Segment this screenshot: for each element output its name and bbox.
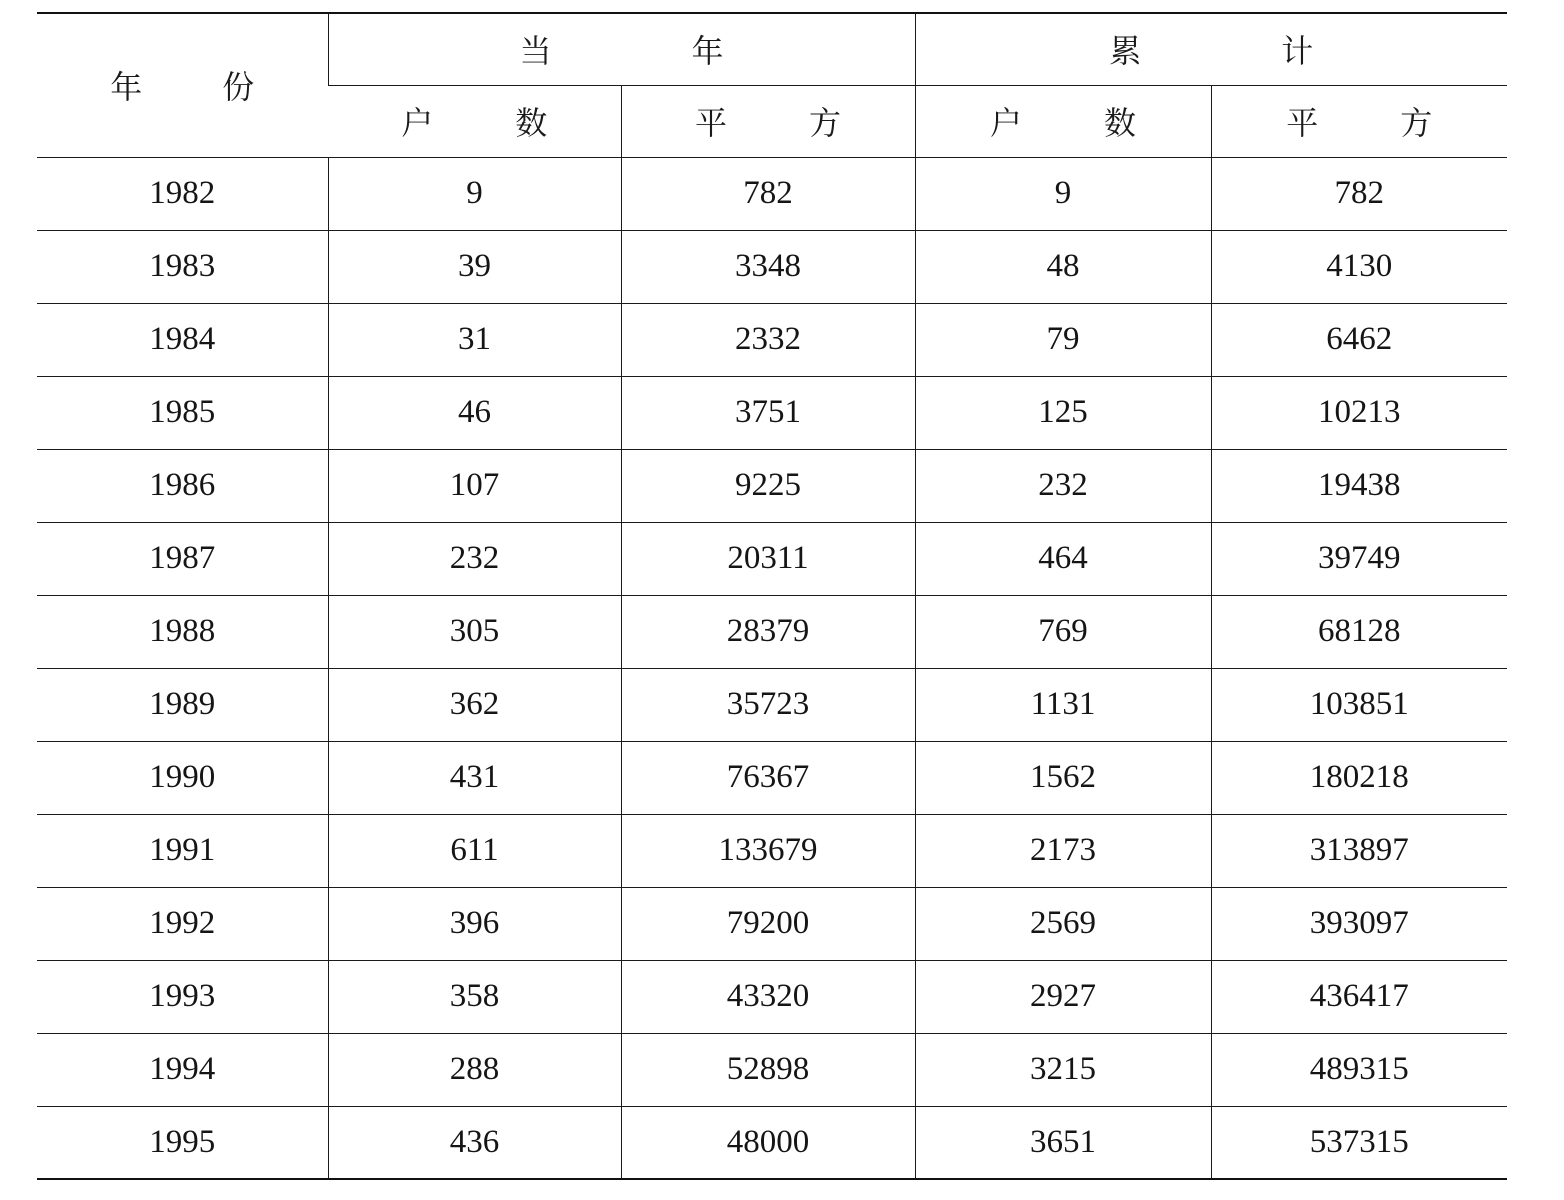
cumulative-area-cell: 4130 — [1211, 230, 1507, 303]
current-area-header: 平 方 — [621, 85, 915, 157]
cumulative-households-cell: 3215 — [915, 1033, 1211, 1106]
table-row — [37, 376, 1507, 449]
year-cell: 1990 — [37, 741, 328, 814]
table-row — [37, 522, 1507, 595]
table-row — [37, 595, 1507, 668]
table-row — [37, 1033, 1507, 1106]
year-cell: 1988 — [37, 595, 328, 668]
cumulative-households-cell: 125 — [915, 376, 1211, 449]
cumulative-households-cell: 1562 — [915, 741, 1211, 814]
current-households-cell: 288 — [328, 1033, 621, 1106]
year-cell: 1982 — [37, 157, 328, 230]
current-households-cell: 9 — [328, 157, 621, 230]
current-households-cell: 39 — [328, 230, 621, 303]
housing-statistics-table — [37, 12, 1507, 1180]
year-cell: 1984 — [37, 303, 328, 376]
cumulative-area-header: 平 方 — [1211, 85, 1507, 157]
cumulative-area-cell: 782 — [1211, 157, 1507, 230]
year-cell: 1995 — [37, 1106, 328, 1179]
current-households-cell: 31 — [328, 303, 621, 376]
current-area-cell: 20311 — [621, 522, 915, 595]
table-row — [37, 887, 1507, 960]
cumulative-area-cell: 489315 — [1211, 1033, 1507, 1106]
table-row — [37, 449, 1507, 522]
cumulative-households-cell: 9 — [915, 157, 1211, 230]
year-cell: 1991 — [37, 814, 328, 887]
cumulative-households-header: 户 数 — [915, 85, 1211, 157]
current-households-header: 户 数 — [328, 85, 621, 157]
current-households-cell: 358 — [328, 960, 621, 1033]
cumulative-households-cell: 2569 — [915, 887, 1211, 960]
current-households-cell: 431 — [328, 741, 621, 814]
cumulative-households-cell: 464 — [915, 522, 1211, 595]
current-households-cell: 611 — [328, 814, 621, 887]
table-row — [37, 230, 1507, 303]
year-cell: 1983 — [37, 230, 328, 303]
current-households-cell: 436 — [328, 1106, 621, 1179]
table-row — [37, 668, 1507, 741]
cumulative-area-cell: 103851 — [1211, 668, 1507, 741]
current-area-cell: 76367 — [621, 741, 915, 814]
header-row-groups — [37, 13, 1507, 85]
current-year-group-header: 当 年 — [328, 13, 915, 85]
cumulative-area-cell: 313897 — [1211, 814, 1507, 887]
year-cell: 1992 — [37, 887, 328, 960]
table-row — [37, 814, 1507, 887]
year-cell: 1989 — [37, 668, 328, 741]
current-households-cell: 232 — [328, 522, 621, 595]
year-cell: 1985 — [37, 376, 328, 449]
table-row — [37, 303, 1507, 376]
current-area-cell: 43320 — [621, 960, 915, 1033]
cumulative-area-cell: 436417 — [1211, 960, 1507, 1033]
year-cell: 1993 — [37, 960, 328, 1033]
current-households-cell: 107 — [328, 449, 621, 522]
current-area-cell: 3751 — [621, 376, 915, 449]
year-cell: 1994 — [37, 1033, 328, 1106]
cumulative-households-cell: 2927 — [915, 960, 1211, 1033]
current-area-cell: 48000 — [621, 1106, 915, 1179]
cumulative-group-header: 累 计 — [915, 13, 1507, 85]
cumulative-households-cell: 769 — [915, 595, 1211, 668]
current-area-cell: 2332 — [621, 303, 915, 376]
current-households-cell: 46 — [328, 376, 621, 449]
table-body — [37, 157, 1507, 1179]
current-households-cell: 305 — [328, 595, 621, 668]
current-area-cell: 28379 — [621, 595, 915, 668]
cumulative-households-cell: 232 — [915, 449, 1211, 522]
table-row — [37, 960, 1507, 1033]
current-area-cell: 35723 — [621, 668, 915, 741]
current-area-cell: 3348 — [621, 230, 915, 303]
cumulative-households-cell: 48 — [915, 230, 1211, 303]
cumulative-area-cell: 537315 — [1211, 1106, 1507, 1179]
cumulative-households-cell: 3651 — [915, 1106, 1211, 1179]
year-cell: 1987 — [37, 522, 328, 595]
current-area-cell: 133679 — [621, 814, 915, 887]
cumulative-area-cell: 10213 — [1211, 376, 1507, 449]
cumulative-households-cell: 79 — [915, 303, 1211, 376]
cumulative-area-cell: 393097 — [1211, 887, 1507, 960]
cumulative-households-cell: 1131 — [915, 668, 1211, 741]
current-area-cell: 782 — [621, 157, 915, 230]
current-area-cell: 52898 — [621, 1033, 915, 1106]
current-area-cell: 9225 — [621, 449, 915, 522]
table-row — [37, 157, 1507, 230]
current-households-cell: 396 — [328, 887, 621, 960]
current-area-cell: 79200 — [621, 887, 915, 960]
table-row — [37, 741, 1507, 814]
cumulative-area-cell: 39749 — [1211, 522, 1507, 595]
year-cell: 1986 — [37, 449, 328, 522]
cumulative-area-cell: 68128 — [1211, 595, 1507, 668]
cumulative-households-cell: 2173 — [915, 814, 1211, 887]
table-row — [37, 1106, 1507, 1179]
cumulative-area-cell: 19438 — [1211, 449, 1507, 522]
cumulative-area-cell: 180218 — [1211, 741, 1507, 814]
table-header — [37, 13, 1507, 157]
cumulative-area-cell: 6462 — [1211, 303, 1507, 376]
year-column-header: 年 份 — [37, 13, 328, 157]
current-households-cell: 362 — [328, 668, 621, 741]
